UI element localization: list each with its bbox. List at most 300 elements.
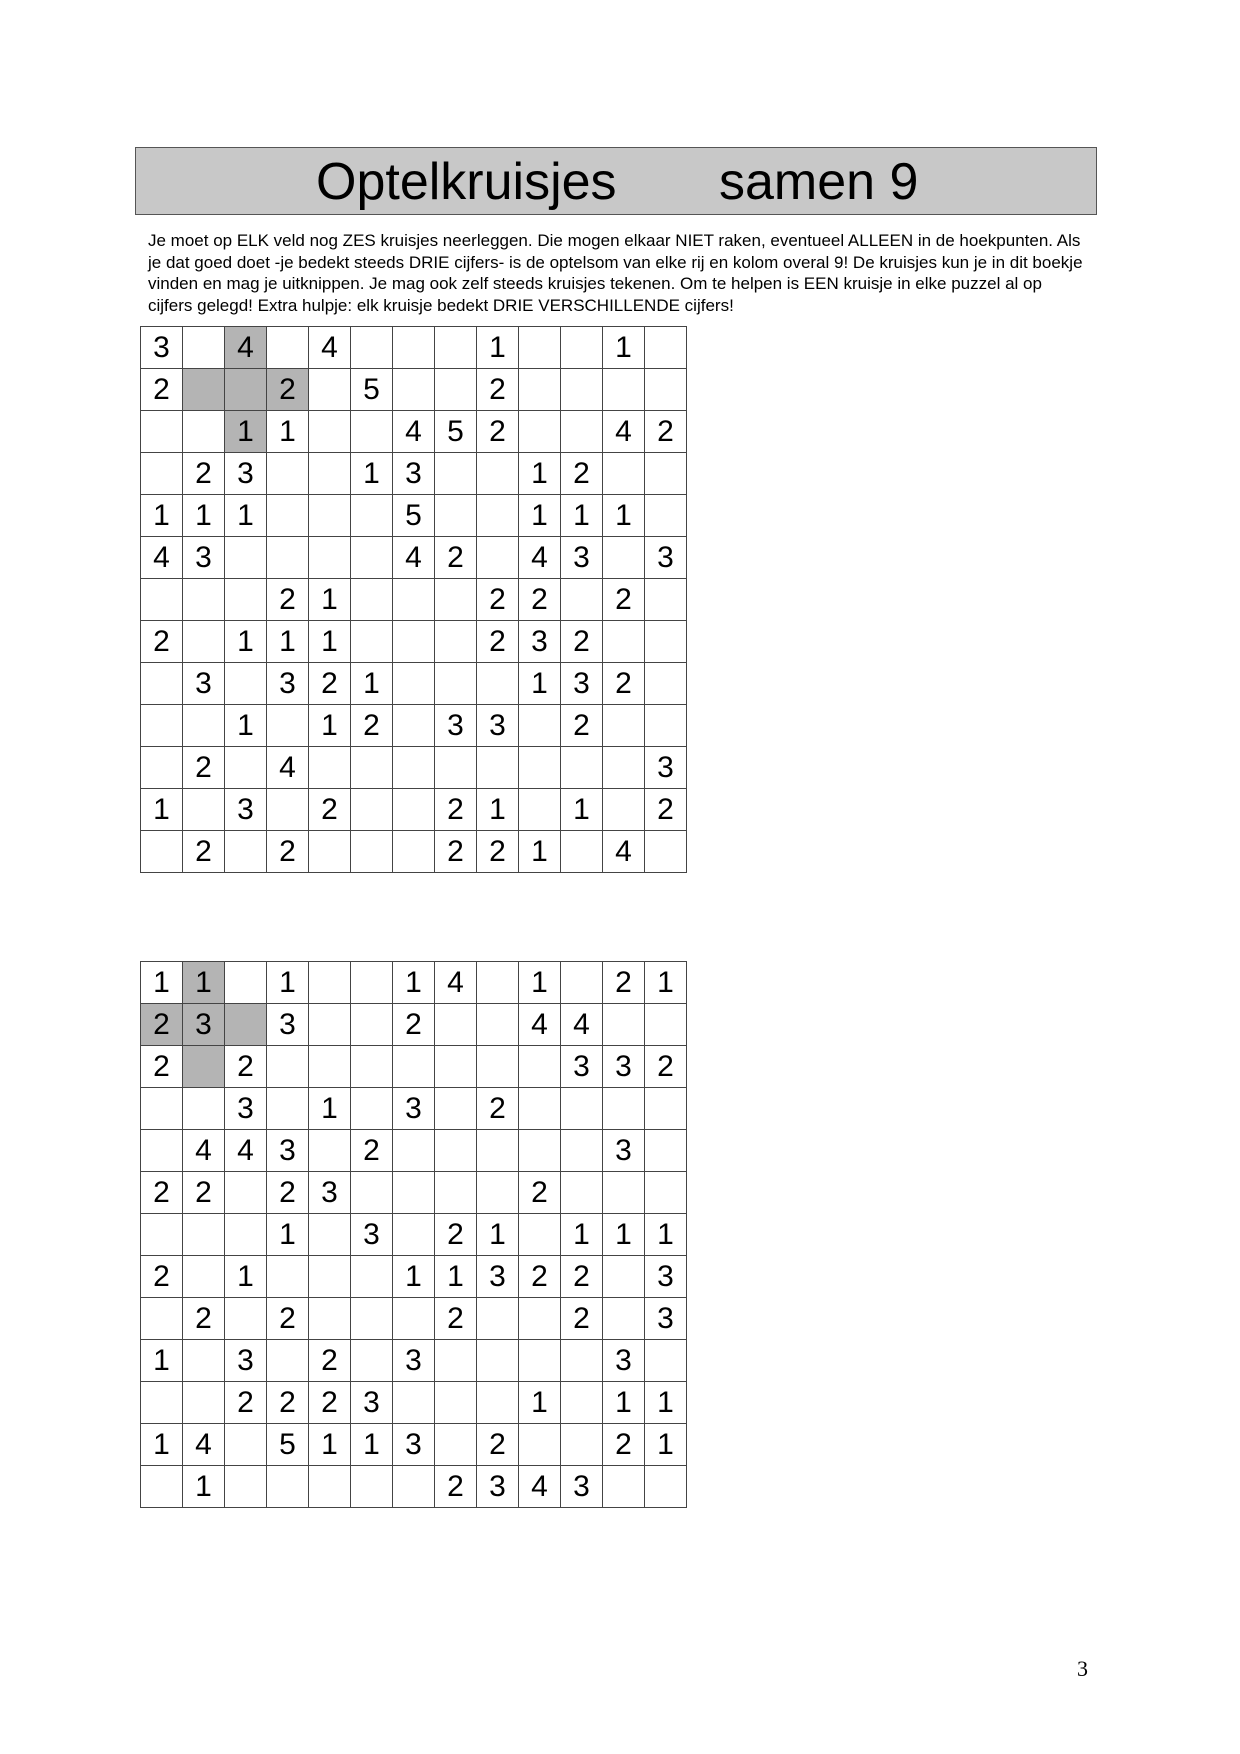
grid-cell[interactable] (141, 747, 183, 789)
grid-cell[interactable]: 2 (561, 705, 603, 747)
grid-cell[interactable]: 4 (435, 962, 477, 1004)
grid-cell[interactable] (309, 537, 351, 579)
grid-cell[interactable]: 3 (603, 1046, 645, 1088)
grid-cell[interactable] (435, 1130, 477, 1172)
grid-cell[interactable] (309, 1004, 351, 1046)
grid-cell[interactable] (225, 579, 267, 621)
grid-cell[interactable]: 1 (267, 411, 309, 453)
grid-cell[interactable]: 3 (393, 1088, 435, 1130)
grid-cell[interactable] (561, 369, 603, 411)
grid-cell[interactable]: 4 (519, 537, 561, 579)
grid-cell[interactable] (141, 579, 183, 621)
grid-cell[interactable] (309, 1256, 351, 1298)
grid-cell[interactable] (477, 962, 519, 1004)
grid-cell[interactable] (393, 831, 435, 873)
grid-cell[interactable]: 1 (309, 1424, 351, 1466)
grid-cell[interactable]: 2 (477, 411, 519, 453)
grid-cell[interactable]: 1 (561, 1214, 603, 1256)
grid-cell[interactable] (393, 1298, 435, 1340)
grid-cell[interactable]: 1 (309, 1088, 351, 1130)
grid-cell[interactable]: 3 (477, 1466, 519, 1508)
grid-cell[interactable] (393, 1172, 435, 1214)
grid-cell[interactable] (183, 579, 225, 621)
grid-cell[interactable] (225, 663, 267, 705)
grid-cell[interactable] (183, 1256, 225, 1298)
grid-cell[interactable] (225, 537, 267, 579)
grid-cell[interactable] (561, 327, 603, 369)
grid-cell[interactable]: 2 (267, 579, 309, 621)
grid-cell[interactable] (141, 411, 183, 453)
grid-cell[interactable]: 2 (519, 1172, 561, 1214)
grid-cell[interactable]: 2 (435, 831, 477, 873)
grid-cell[interactable]: 2 (225, 1382, 267, 1424)
grid-cell[interactable] (519, 327, 561, 369)
grid-cell[interactable]: 2 (309, 789, 351, 831)
grid-cell[interactable] (309, 453, 351, 495)
grid-cell[interactable] (267, 789, 309, 831)
grid-cell[interactable]: 2 (351, 705, 393, 747)
grid-cell[interactable]: 4 (183, 1424, 225, 1466)
grid-cell[interactable]: 1 (141, 962, 183, 1004)
grid-cell-shaded[interactable]: 1 (225, 411, 267, 453)
grid-cell[interactable] (309, 1130, 351, 1172)
grid-cell[interactable] (477, 1130, 519, 1172)
grid-cell[interactable]: 2 (141, 621, 183, 663)
grid-cell[interactable] (477, 663, 519, 705)
grid-cell[interactable] (351, 579, 393, 621)
grid-cell[interactable]: 2 (477, 1424, 519, 1466)
grid-cell[interactable]: 3 (561, 663, 603, 705)
grid-cell[interactable] (645, 1340, 687, 1382)
grid-cell[interactable] (645, 831, 687, 873)
grid-cell[interactable]: 1 (645, 1424, 687, 1466)
grid-cell[interactable]: 1 (603, 495, 645, 537)
grid-cell[interactable]: 2 (309, 1382, 351, 1424)
grid-cell[interactable] (393, 1214, 435, 1256)
grid-cell[interactable] (561, 1340, 603, 1382)
grid-cell[interactable] (183, 1340, 225, 1382)
grid-cell[interactable] (603, 1004, 645, 1046)
grid-cell[interactable] (435, 495, 477, 537)
grid-cell[interactable] (393, 1046, 435, 1088)
grid-cell[interactable] (603, 747, 645, 789)
grid-cell[interactable] (645, 1130, 687, 1172)
grid-cell-shaded[interactable] (225, 369, 267, 411)
grid-cell[interactable]: 4 (519, 1004, 561, 1046)
grid-cell[interactable]: 1 (477, 789, 519, 831)
grid-cell[interactable] (561, 1172, 603, 1214)
grid-cell[interactable]: 3 (393, 453, 435, 495)
grid-cell[interactable]: 2 (477, 369, 519, 411)
grid-cell-shaded[interactable] (225, 1004, 267, 1046)
grid-cell[interactable] (183, 789, 225, 831)
grid-cell[interactable]: 2 (477, 1088, 519, 1130)
grid-cell[interactable] (435, 1424, 477, 1466)
grid-cell[interactable] (603, 1172, 645, 1214)
grid-cell[interactable]: 1 (309, 621, 351, 663)
grid-cell[interactable] (393, 369, 435, 411)
grid-cell[interactable]: 1 (519, 1382, 561, 1424)
grid-cell[interactable] (645, 705, 687, 747)
grid-cell[interactable]: 5 (267, 1424, 309, 1466)
grid-cell[interactable] (435, 621, 477, 663)
grid-cell[interactable] (225, 1214, 267, 1256)
grid-cell[interactable]: 2 (645, 411, 687, 453)
grid-cell[interactable] (267, 1046, 309, 1088)
grid-cell[interactable]: 1 (561, 789, 603, 831)
grid-cell[interactable]: 1 (225, 495, 267, 537)
grid-cell[interactable]: 4 (309, 327, 351, 369)
grid-cell[interactable] (351, 495, 393, 537)
grid-cell[interactable]: 2 (477, 831, 519, 873)
grid-cell[interactable] (477, 495, 519, 537)
grid-cell[interactable]: 3 (603, 1340, 645, 1382)
grid-cell[interactable] (603, 705, 645, 747)
grid-cell[interactable] (393, 1382, 435, 1424)
grid-cell[interactable]: 5 (351, 369, 393, 411)
grid-cell[interactable] (645, 369, 687, 411)
grid-cell[interactable] (603, 1466, 645, 1508)
grid-cell[interactable]: 3 (477, 705, 519, 747)
grid-cell[interactable]: 1 (141, 495, 183, 537)
grid-cell[interactable]: 3 (435, 705, 477, 747)
grid-cell[interactable]: 3 (351, 1214, 393, 1256)
grid-cell[interactable] (519, 705, 561, 747)
grid-cell[interactable]: 3 (225, 1088, 267, 1130)
grid-cell[interactable]: 1 (141, 1424, 183, 1466)
grid-cell[interactable]: 2 (141, 1256, 183, 1298)
grid-cell[interactable] (267, 537, 309, 579)
grid-cell[interactable]: 1 (645, 962, 687, 1004)
grid-cell[interactable] (561, 1424, 603, 1466)
grid-cell[interactable]: 3 (519, 621, 561, 663)
grid-cell[interactable] (519, 1214, 561, 1256)
grid-cell[interactable]: 2 (519, 1256, 561, 1298)
grid-cell[interactable]: 1 (267, 1214, 309, 1256)
grid-cell[interactable]: 4 (393, 537, 435, 579)
grid-cell[interactable] (435, 453, 477, 495)
grid-cell[interactable] (141, 1382, 183, 1424)
grid-cell[interactable]: 1 (603, 327, 645, 369)
grid-cell[interactable] (561, 411, 603, 453)
grid-cell[interactable]: 3 (267, 663, 309, 705)
grid-cell[interactable]: 4 (519, 1466, 561, 1508)
grid-cell[interactable] (351, 621, 393, 663)
grid-cell[interactable]: 3 (309, 1172, 351, 1214)
grid-cell[interactable]: 2 (267, 1382, 309, 1424)
grid-cell[interactable] (645, 1172, 687, 1214)
grid-cell[interactable] (435, 1088, 477, 1130)
grid-cell[interactable] (477, 453, 519, 495)
grid-cell[interactable]: 2 (351, 1130, 393, 1172)
grid-cell[interactable] (351, 1256, 393, 1298)
grid-cell[interactable] (267, 1466, 309, 1508)
grid-cell[interactable] (435, 1172, 477, 1214)
grid-cell[interactable] (603, 537, 645, 579)
grid-cell[interactable]: 3 (225, 789, 267, 831)
grid-cell[interactable]: 5 (393, 495, 435, 537)
grid-cell[interactable]: 3 (561, 537, 603, 579)
grid-cell[interactable] (351, 327, 393, 369)
grid-cell[interactable]: 1 (519, 962, 561, 1004)
grid-cell[interactable] (309, 495, 351, 537)
grid-cell[interactable] (267, 453, 309, 495)
grid-cell[interactable]: 1 (645, 1382, 687, 1424)
grid-cell[interactable]: 1 (477, 327, 519, 369)
grid-cell[interactable]: 3 (351, 1382, 393, 1424)
grid-cell[interactable] (183, 411, 225, 453)
grid-cell[interactable]: 3 (183, 537, 225, 579)
grid-cell[interactable]: 4 (267, 747, 309, 789)
grid-cell[interactable] (561, 831, 603, 873)
grid-cell[interactable]: 2 (603, 1424, 645, 1466)
grid-cell[interactable] (519, 1046, 561, 1088)
grid-cell[interactable]: 3 (645, 537, 687, 579)
grid-cell[interactable] (435, 369, 477, 411)
grid-cell-shaded[interactable]: 2 (267, 369, 309, 411)
grid-cell[interactable]: 1 (561, 495, 603, 537)
grid-cell[interactable]: 1 (183, 495, 225, 537)
grid-cell[interactable]: 2 (477, 579, 519, 621)
grid-cell[interactable] (225, 1424, 267, 1466)
grid-cell[interactable] (351, 962, 393, 1004)
grid-cell[interactable]: 2 (561, 1298, 603, 1340)
grid-cell[interactable]: 1 (393, 1256, 435, 1298)
grid-cell[interactable] (141, 453, 183, 495)
grid-cell[interactable]: 3 (561, 1046, 603, 1088)
grid-cell[interactable] (561, 579, 603, 621)
grid-cell[interactable] (351, 1298, 393, 1340)
grid-cell[interactable] (393, 705, 435, 747)
grid-cell[interactable]: 1 (309, 705, 351, 747)
grid-cell[interactable]: 2 (603, 579, 645, 621)
grid-cell[interactable] (561, 1088, 603, 1130)
grid-cell[interactable] (351, 411, 393, 453)
grid-cell[interactable] (561, 1130, 603, 1172)
grid-cell[interactable] (519, 411, 561, 453)
grid-cell[interactable]: 4 (183, 1130, 225, 1172)
grid-cell[interactable] (435, 747, 477, 789)
grid-cell[interactable]: 1 (351, 453, 393, 495)
grid-cell[interactable]: 2 (267, 1298, 309, 1340)
grid-cell-shaded[interactable] (183, 1046, 225, 1088)
grid-cell[interactable]: 1 (225, 1256, 267, 1298)
grid-cell[interactable]: 2 (435, 1214, 477, 1256)
grid-cell[interactable]: 1 (519, 453, 561, 495)
grid-cell[interactable] (519, 1130, 561, 1172)
grid-cell[interactable] (351, 747, 393, 789)
grid-cell-shaded[interactable] (183, 369, 225, 411)
grid-cell[interactable]: 4 (141, 537, 183, 579)
grid-cell[interactable] (141, 705, 183, 747)
grid-cell[interactable]: 2 (183, 453, 225, 495)
grid-cell[interactable] (435, 327, 477, 369)
grid-cell[interactable] (309, 369, 351, 411)
grid-cell[interactable] (603, 1256, 645, 1298)
grid-cell[interactable]: 2 (225, 1046, 267, 1088)
grid-cell[interactable]: 3 (267, 1130, 309, 1172)
grid-cell[interactable] (351, 1088, 393, 1130)
grid-cell[interactable]: 1 (351, 663, 393, 705)
grid-cell[interactable] (267, 1340, 309, 1382)
grid-cell[interactable]: 3 (393, 1340, 435, 1382)
grid-cell[interactable] (141, 1088, 183, 1130)
grid-cell[interactable] (477, 1382, 519, 1424)
grid-cell[interactable]: 2 (141, 1046, 183, 1088)
grid-cell[interactable] (393, 327, 435, 369)
grid-cell[interactable] (477, 1004, 519, 1046)
grid-cell[interactable]: 2 (435, 1298, 477, 1340)
grid-cell[interactable] (519, 1298, 561, 1340)
grid-cell[interactable] (603, 789, 645, 831)
grid-cell[interactable] (267, 705, 309, 747)
grid-cell[interactable]: 3 (603, 1130, 645, 1172)
grid-cell[interactable] (309, 1298, 351, 1340)
grid-cell[interactable]: 4 (603, 411, 645, 453)
grid-cell[interactable] (393, 579, 435, 621)
grid-cell[interactable]: 3 (183, 663, 225, 705)
grid-cell[interactable] (435, 1046, 477, 1088)
grid-cell[interactable]: 1 (435, 1256, 477, 1298)
grid-cell[interactable] (267, 327, 309, 369)
grid-cell[interactable]: 2 (267, 1172, 309, 1214)
grid-cell[interactable] (225, 1298, 267, 1340)
grid-cell[interactable] (141, 1298, 183, 1340)
grid-cell[interactable] (645, 663, 687, 705)
grid-cell[interactable] (183, 327, 225, 369)
grid-cell[interactable] (645, 1466, 687, 1508)
grid-cell[interactable] (141, 831, 183, 873)
grid-cell[interactable] (393, 747, 435, 789)
grid-cell[interactable] (183, 705, 225, 747)
grid-cell[interactable]: 4 (225, 1130, 267, 1172)
grid-cell[interactable] (393, 1466, 435, 1508)
grid-cell[interactable] (603, 1088, 645, 1130)
grid-cell[interactable] (645, 453, 687, 495)
grid-cell[interactable]: 1 (225, 621, 267, 663)
grid-cell[interactable] (225, 747, 267, 789)
grid-cell[interactable] (141, 1466, 183, 1508)
grid-cell[interactable] (519, 369, 561, 411)
grid-cell[interactable]: 2 (183, 747, 225, 789)
grid-cell[interactable]: 2 (519, 579, 561, 621)
grid-cell[interactable] (351, 831, 393, 873)
grid-cell-shaded[interactable]: 3 (183, 1004, 225, 1046)
grid-cell[interactable]: 2 (141, 369, 183, 411)
grid-cell[interactable] (141, 1130, 183, 1172)
grid-cell[interactable] (393, 663, 435, 705)
grid-cell[interactable]: 2 (645, 789, 687, 831)
grid-cell[interactable] (309, 1046, 351, 1088)
grid-cell[interactable] (351, 1172, 393, 1214)
grid-cell-shaded[interactable]: 4 (225, 327, 267, 369)
grid-cell[interactable]: 2 (393, 1004, 435, 1046)
grid-cell[interactable] (351, 537, 393, 579)
grid-cell[interactable] (183, 1382, 225, 1424)
grid-cell[interactable] (561, 747, 603, 789)
grid-cell[interactable] (183, 1214, 225, 1256)
grid-cell-shaded[interactable]: 1 (183, 962, 225, 1004)
grid-cell[interactable] (435, 1340, 477, 1382)
grid-cell[interactable]: 3 (645, 1256, 687, 1298)
grid-cell[interactable]: 3 (645, 747, 687, 789)
grid-cell[interactable]: 3 (561, 1466, 603, 1508)
grid-cell[interactable]: 1 (603, 1382, 645, 1424)
grid-cell[interactable]: 1 (477, 1214, 519, 1256)
grid-cell[interactable]: 3 (225, 453, 267, 495)
grid-cell[interactable] (603, 369, 645, 411)
grid-cell[interactable] (309, 411, 351, 453)
grid-cell[interactable]: 1 (183, 1466, 225, 1508)
grid-cell[interactable] (435, 579, 477, 621)
grid-cell[interactable]: 2 (183, 1172, 225, 1214)
grid-cell[interactable] (225, 962, 267, 1004)
grid-cell[interactable] (393, 1130, 435, 1172)
grid-cell[interactable] (267, 1256, 309, 1298)
grid-cell[interactable]: 1 (603, 1214, 645, 1256)
grid-cell[interactable]: 2 (141, 1172, 183, 1214)
grid-cell[interactable] (309, 1466, 351, 1508)
grid-cell[interactable] (267, 495, 309, 537)
grid-cell[interactable]: 1 (351, 1424, 393, 1466)
grid-cell[interactable]: 5 (435, 411, 477, 453)
grid-cell[interactable] (309, 962, 351, 1004)
grid-cell[interactable] (183, 621, 225, 663)
grid-cell[interactable] (141, 663, 183, 705)
grid-cell[interactable]: 1 (519, 831, 561, 873)
grid-cell[interactable] (561, 1382, 603, 1424)
grid-cell[interactable] (603, 621, 645, 663)
grid-cell[interactable] (435, 663, 477, 705)
grid-cell[interactable] (477, 1298, 519, 1340)
grid-cell[interactable] (351, 1046, 393, 1088)
grid-cell[interactable] (477, 1340, 519, 1382)
grid-cell[interactable]: 1 (267, 621, 309, 663)
grid-cell[interactable] (435, 1004, 477, 1046)
grid-cell[interactable] (519, 1340, 561, 1382)
grid-cell[interactable] (561, 962, 603, 1004)
grid-cell[interactable] (435, 1382, 477, 1424)
grid-cell[interactable]: 4 (561, 1004, 603, 1046)
grid-cell[interactable] (351, 1340, 393, 1382)
grid-cell[interactable]: 1 (141, 1340, 183, 1382)
grid-cell[interactable] (267, 1088, 309, 1130)
grid-cell[interactable]: 1 (141, 789, 183, 831)
grid-cell[interactable]: 2 (435, 1466, 477, 1508)
grid-cell[interactable] (393, 789, 435, 831)
grid-cell[interactable] (477, 747, 519, 789)
grid-cell[interactable] (477, 1172, 519, 1214)
grid-cell[interactable] (351, 1466, 393, 1508)
grid-cell[interactable] (309, 1214, 351, 1256)
grid-cell[interactable]: 3 (141, 327, 183, 369)
grid-cell[interactable] (351, 1004, 393, 1046)
grid-cell[interactable]: 1 (645, 1214, 687, 1256)
grid-cell[interactable]: 3 (645, 1298, 687, 1340)
grid-cell[interactable] (645, 495, 687, 537)
grid-cell[interactable]: 2 (267, 831, 309, 873)
grid-cell[interactable] (309, 747, 351, 789)
grid-cell[interactable]: 2 (183, 1298, 225, 1340)
grid-cell[interactable]: 4 (393, 411, 435, 453)
grid-cell[interactable] (183, 1088, 225, 1130)
grid-cell[interactable] (141, 1214, 183, 1256)
grid-cell[interactable]: 3 (225, 1340, 267, 1382)
grid-cell[interactable] (645, 327, 687, 369)
grid-cell[interactable] (477, 1046, 519, 1088)
grid-cell[interactable] (393, 621, 435, 663)
grid-cell[interactable] (645, 621, 687, 663)
